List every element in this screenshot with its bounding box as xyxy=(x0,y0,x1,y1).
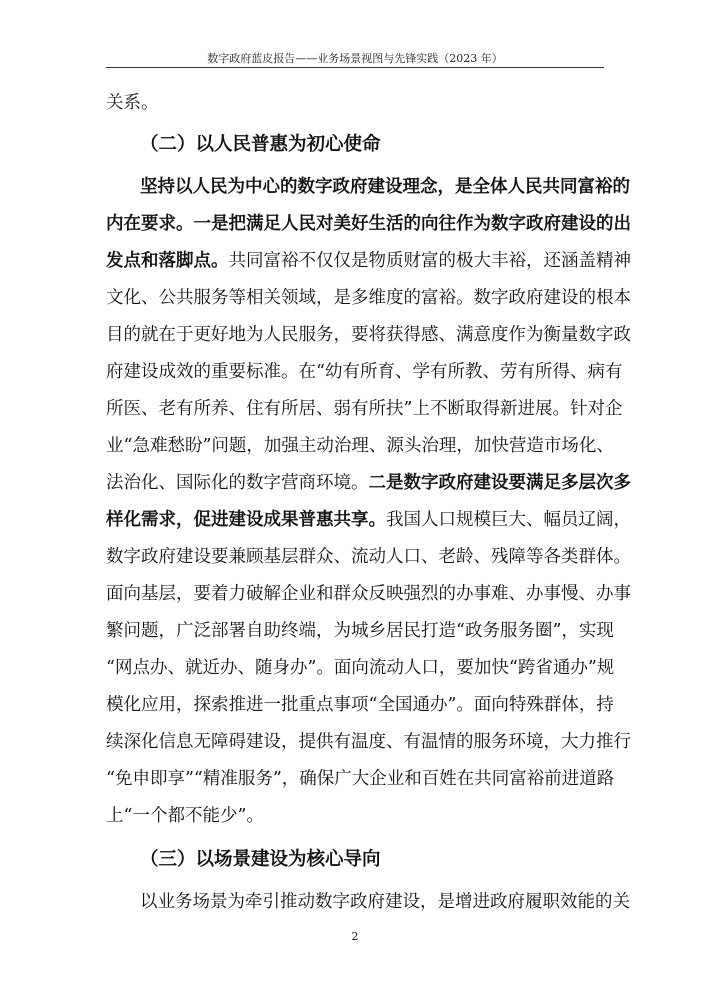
text-line: “免申即享”“精准服务”，确保广大企业和百姓在共同富裕前进道路 xyxy=(106,769,615,789)
text-line xyxy=(106,507,631,533)
text-line: 业“急难愁盼”问题，加强主动治理、源头治理，加快营造市场化、 xyxy=(106,436,614,456)
text-line: 模化应用，探索推进一批重点事项“全国通办”。面向特殊群体，持 xyxy=(106,695,614,715)
text-run: 法治化、国际化的数字营商环境。 xyxy=(106,473,369,493)
bold-phrase: 样化需求，促进建设成果普惠共享。 xyxy=(106,510,386,530)
text-line: 内在要求。一是把满足人民对美好生活的向往作为数字政府建设的出 xyxy=(106,214,631,234)
running-header: 数字政府蓝皮报告——业务场景视图与先锋实践（2023 年） xyxy=(207,52,503,65)
text-line: 坚持以人民为中心的数字政府建设理念，是全体人民共同富裕的 xyxy=(140,177,630,197)
section-heading-2: （二）以人民普惠为初心使命 xyxy=(140,134,381,155)
text-run: 共同富裕不仅仅是物质财富的极大丰裕，还涵盖精神 xyxy=(228,251,631,271)
header-rule xyxy=(106,67,604,68)
text-line: 府建设成效的重要标准。在“幼有所育、学有所教、劳有所得、病有 xyxy=(106,362,623,382)
text-line: 繁问题，广泛部署自助终端，为城乡居民打造“政务服务圈”，实现 xyxy=(106,621,614,641)
text-line xyxy=(106,470,631,496)
text-run: 我国人口规模巨大、幅员辽阔， xyxy=(386,510,631,530)
text-line: 目的就在于更好地为人民服务，要将获得感、满意度作为衡量数字政 xyxy=(106,325,631,345)
text-line: 上“一个都不能少”。 xyxy=(106,806,264,826)
text-line: 文化、公共服务等相关领域，是多维度的富裕。数字政府建设的根本 xyxy=(106,288,631,308)
text-line xyxy=(106,248,631,274)
text-line: 面向基层，要着力破解企业和群众反映强烈的办事难、办事慢、办事 xyxy=(106,584,631,604)
bold-phrase: 二是数字政府建设要满足多层次多 xyxy=(368,473,631,493)
text-line: 以业务场景为牵引推动数字政府建设，是增进政府履职效能的关 xyxy=(140,892,630,912)
text-line: 所医、老有所养、住有所居、弱有所扶”上不断取得新进展。针对企 xyxy=(106,399,623,419)
bold-phrase: 发点和落脚点。 xyxy=(106,251,229,271)
text-line: 数字政府建设要兼顾基层群众、流动人口、老龄、残障等各类群体。 xyxy=(106,547,631,567)
section-heading-3: （三）以场景建设为核心导向 xyxy=(140,849,381,870)
text-line: 续深化信息无障碍建设，提供有温度、有温情的服务环境，大力推行 xyxy=(106,732,631,752)
text-line: “网点办、就近办、随身办”。面向流动人口，要加快“跨省通办”规 xyxy=(106,658,615,678)
page-number: 2 xyxy=(351,930,359,943)
text-line: 关系。 xyxy=(106,93,159,113)
